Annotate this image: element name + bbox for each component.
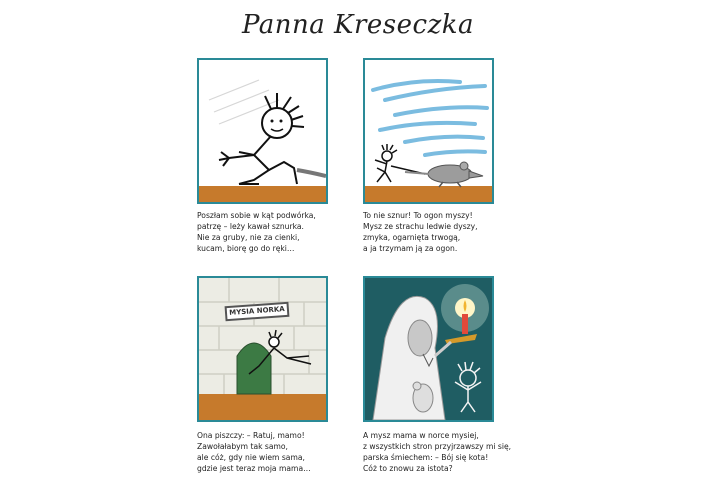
page-title: Panna Kreseczka	[241, 10, 475, 40]
panel-4-illustration	[363, 276, 494, 422]
caption-line: Ona piszczy: – Ratuj, mamo!	[197, 431, 305, 440]
caption-line: kucam, biorę go do ręki…	[197, 244, 295, 253]
panel-1-illustration	[197, 58, 328, 204]
panel-2-illustration	[363, 58, 494, 204]
caption-line: Mysz ze strachu ledwie dyszy,	[363, 222, 478, 231]
caption-line: gdzie jest teraz moja mama…	[197, 464, 311, 473]
caption-line: ale cóż, gdy nie wiem sama,	[197, 453, 305, 462]
panel-2-caption	[363, 210, 523, 254]
caption-line: zmyka, ogarnięta trwogą,	[363, 233, 461, 242]
panel-3-illustration	[197, 276, 328, 422]
caption-line: z wszystkich stron przyjrzawszy mi się,	[363, 442, 512, 451]
caption-line: a ja trzymam ją za ogon.	[363, 244, 458, 253]
panel-3-caption	[197, 430, 357, 474]
caption-line: Cóż to znowu za istota?	[363, 464, 453, 473]
caption-line: To nie sznur! To ogon myszy!	[363, 211, 473, 220]
panel-1-caption	[197, 210, 357, 254]
sign-text: MYSIA NORKA	[228, 305, 285, 317]
caption-line: Zawołałabym tak samo,	[197, 442, 288, 451]
caption-line: parska śmiechem: – Bój się kota!	[363, 453, 489, 462]
caption-line: patrzę – leży kawał sznurka.	[197, 222, 304, 231]
caption-line: A mysz mama w norce mysiej,	[363, 431, 479, 440]
panel-4-caption	[363, 430, 523, 474]
caption-line: Poszłam sobie w kąt podwórka,	[197, 211, 316, 220]
caption-line: Nie za gruby, nie za cienki,	[197, 233, 300, 242]
